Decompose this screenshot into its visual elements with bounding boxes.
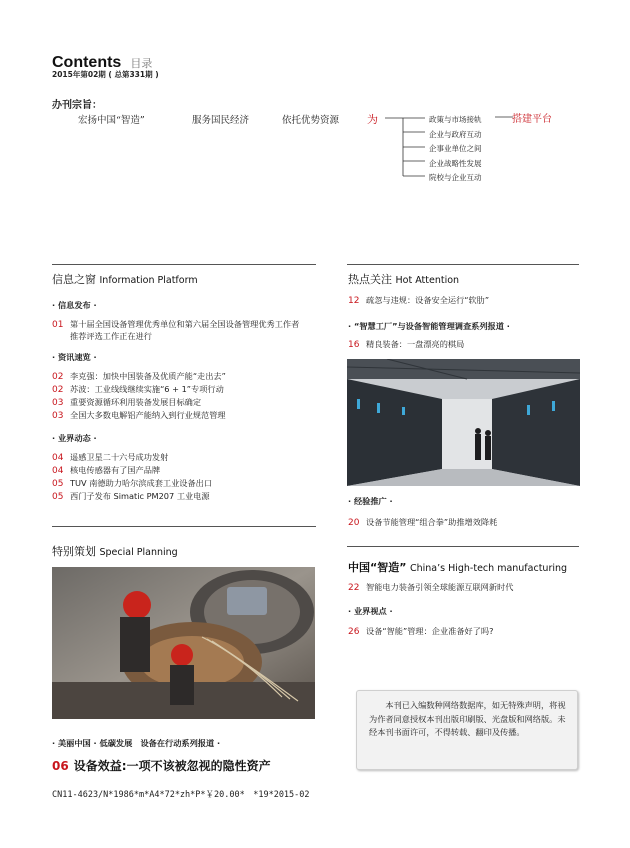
purpose-branches: [429, 113, 482, 186]
purpose-wei: 为: [367, 113, 378, 126]
list-item[interactable]: 22 智能电力装备引领全球能源互联网新时代: [348, 582, 514, 593]
info-platform-title-cn: 信息之窗: [52, 273, 96, 286]
group-label: · 业界动态 ·: [52, 433, 97, 443]
list-item[interactable]: 04 核电传感器有了国产品牌: [52, 465, 161, 476]
branch-item: 政策与市场接轨: [429, 115, 482, 124]
branch-item: 院校与企业互动: [429, 173, 482, 182]
contents-title-en: Contents: [52, 54, 122, 71]
list-item[interactable]: 20 设备节能管理“组合拳”助推增效降耗: [348, 517, 498, 528]
hot-attention-heading: [348, 271, 459, 287]
copyright-notice: [356, 690, 578, 770]
publication-code: CN11-4623/N*1986*m*A4*72*zh*P*￥20.00* *19*2015-02: [52, 790, 310, 800]
list-item[interactable]: 04 遥感卫星二十六号成功发射: [52, 452, 169, 463]
purpose-phrase-2: 服务国民经济: [192, 115, 250, 126]
china-manufacturing-title-cn: 中国“智造”: [348, 561, 407, 574]
issue-number: 2015年第02期 ( 总第331期 ): [52, 70, 159, 79]
purpose-bracket: [385, 112, 430, 182]
china-manufacturing-heading: [348, 559, 567, 575]
branch-item: 企事业单位之间: [429, 144, 482, 153]
special-planning-title-en: Special Planning: [99, 547, 178, 558]
workers-valve-photo: [52, 567, 315, 719]
list-item[interactable]: 05 TUV 南德助力哈尔滨成套工业设备出口: [52, 478, 213, 489]
china-label: · 业界视点 ·: [348, 606, 393, 616]
group-label: · 信息发布 ·: [52, 300, 97, 310]
special-feature-title: 设备效益:一项不该被忽视的隐性资产: [73, 759, 271, 773]
list-item[interactable]: 12 疏忽与违规：设备安全运行“软肋”: [348, 295, 490, 306]
purpose-phrase-1: 宏扬中国“智造”: [78, 115, 145, 126]
purpose-goal: 搭建平台: [512, 114, 552, 125]
list-item[interactable]: 03 重要资源循环利用装备发展目标确定: [52, 397, 202, 408]
branch-item: 企业战略性发展: [429, 158, 482, 168]
hot-attention-title-cn: 热点关注: [348, 273, 392, 286]
china-manufacturing-title-en: China’s High-tech manufacturing: [409, 563, 568, 574]
china-top-rule: [347, 546, 579, 547]
info-platform-heading: [52, 271, 198, 287]
list-item[interactable]: 16 精良装备：一盘漂亮的棋局: [348, 339, 465, 350]
list-item[interactable]: 01 第十届全国设备管理优秀单位和第六届全国设备管理优秀工作者: [52, 319, 300, 330]
info-platform-title-en: Information Platform: [99, 275, 198, 286]
info-top-rule: [52, 264, 316, 265]
list-item[interactable]: 02 苏波：工业线线继续实施“6 + 1”专项行动: [52, 384, 224, 395]
list-item[interactable]: 05 西门子发布 Simatic PM207 工业电源: [52, 491, 210, 502]
contents-title-cn: 目录: [130, 57, 153, 70]
special-planning-title-cn: 特别策划: [52, 545, 96, 558]
special-top-rule: [52, 526, 316, 527]
list-item[interactable]: 26 设备“智能”管理：企业准备好了吗?: [348, 626, 494, 637]
list-item[interactable]: 02 李克强：加快中国装备及优质产能“走出去”: [52, 371, 226, 382]
special-planning-heading: [52, 543, 178, 559]
hot-attention-title-en: Hot Attention: [395, 275, 460, 286]
branch-item: 企业与政府互动: [429, 129, 482, 139]
special-series-label: · 美丽中国 · 低碳发展 设备在行动系列报道 ·: [52, 738, 221, 748]
hot-series-label: · “智慧工厂”与设备智能管理调查系列报道 ·: [348, 321, 510, 331]
hot-exp-label: · 经验推广 ·: [348, 496, 393, 506]
list-item[interactable]: 推荐评选工作正在进行: [70, 331, 152, 341]
group-label: · 资讯速览 ·: [52, 352, 97, 362]
purpose-phrase-3: 依托优势资源: [282, 115, 340, 126]
special-feature-num: 06: [52, 759, 69, 773]
list-item[interactable]: 03 全国大多数电解铝产能纳入到行业规范管理: [52, 410, 226, 421]
purpose-label: 办刊宗旨：: [52, 100, 102, 111]
notice-text: 本刊已入编数种网络数据库，如无特殊声明，将视为作者同意授权本刊出版印刷版、光盘版和网络版。未经本刊书面许可，不得转载、翻印及传播。: [369, 700, 566, 737]
server-room-photo: [347, 359, 580, 486]
special-feature[interactable]: [52, 755, 271, 774]
hot-top-rule: [347, 264, 579, 265]
